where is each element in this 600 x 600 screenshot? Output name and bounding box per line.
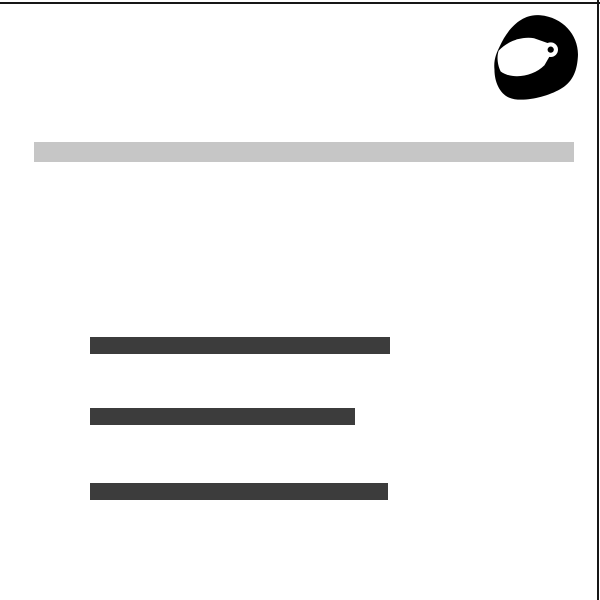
gloves-table-title	[90, 408, 355, 425]
right-border-line	[597, 0, 599, 600]
racing-helmet-icon	[483, 8, 583, 108]
shoes-table-title	[90, 337, 390, 354]
textile-size-table	[8, 122, 592, 162]
top-border-line	[0, 2, 600, 4]
helmet-table-title	[90, 483, 388, 500]
lower-tables	[35, 337, 395, 599]
size-group-row	[8, 122, 592, 142]
visor-pivot-inner	[548, 47, 554, 53]
size-header-row	[8, 142, 592, 162]
